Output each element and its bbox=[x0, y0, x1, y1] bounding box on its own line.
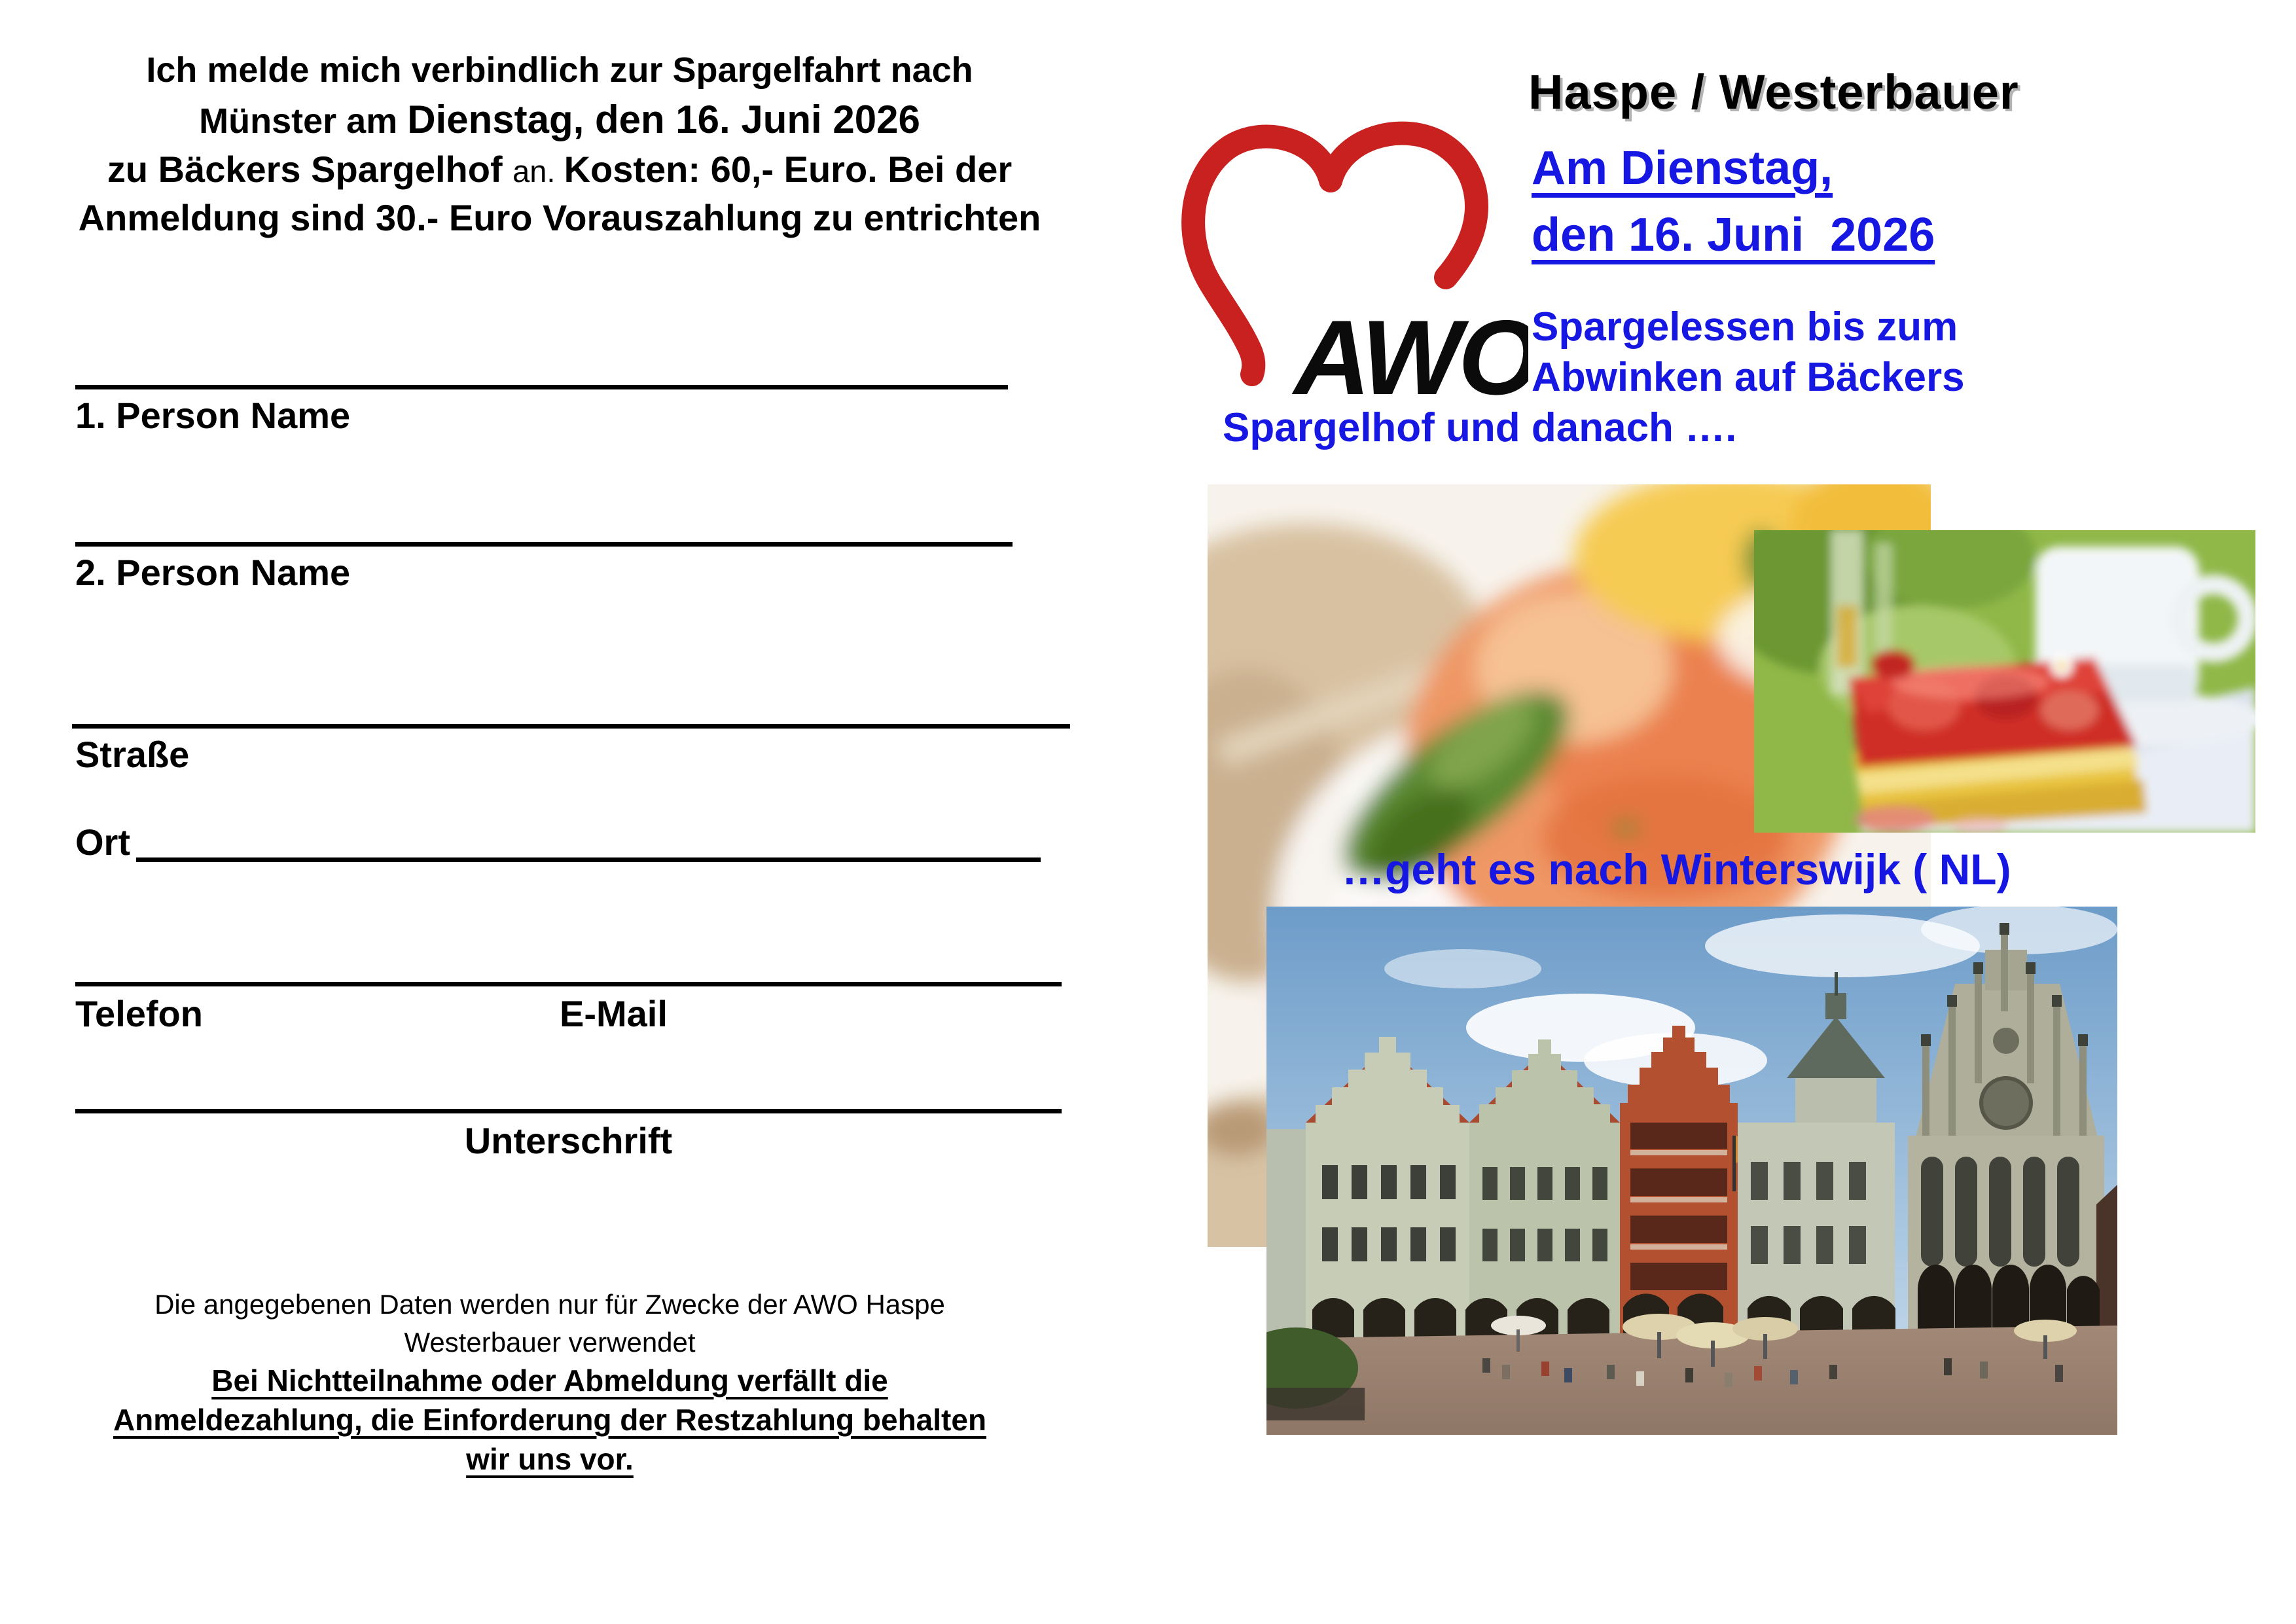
person2-write-line bbox=[75, 542, 1013, 547]
signature-label: Unterschrift bbox=[464, 1120, 673, 1161]
cancellation-note-line2: Anmeldezahlung, die Einforderung der Restzahlung behalten bbox=[113, 1402, 987, 1437]
registration-intro bbox=[36, 47, 1083, 242]
awo-wordmark: AWO bbox=[1294, 298, 1528, 412]
flyer-title: Haspe / Westerbauer bbox=[1528, 65, 2019, 119]
phone-label: Telefon bbox=[75, 993, 203, 1034]
privacy-note-line2: Westerbauer verwendet bbox=[404, 1326, 696, 1358]
city-write-line bbox=[136, 857, 1041, 862]
cancellation-note-line1: Bei Nichtteilnahme oder Abmeldung verfällt die bbox=[211, 1363, 888, 1398]
email-label: E-Mail bbox=[560, 993, 668, 1034]
flyer-date-line1: Am Dienstag, bbox=[1532, 142, 1833, 194]
awo-logo bbox=[1175, 118, 1528, 412]
event-text-line2: Abwinken auf Bäckers bbox=[1532, 355, 1965, 400]
person2-label: 2. Person Name bbox=[75, 552, 351, 593]
person1-label: 1. Person Name bbox=[75, 395, 351, 436]
cancellation-note-line3: wir uns vor. bbox=[466, 1441, 634, 1476]
intro-line-1: Ich melde mich verbindlich zur Spargelfahrt nach bbox=[146, 50, 973, 90]
muenster-prinzipalmarkt-photo bbox=[1266, 907, 2117, 1435]
flyer-date-line2: den 16. Juni 2026 bbox=[1532, 209, 1935, 261]
awo-heart-logo-graphic bbox=[1175, 118, 1528, 412]
privacy-note-line1: Die angegebenen Daten werden nur für Zwecke der AWO Haspe bbox=[154, 1289, 945, 1320]
person1-write-line bbox=[75, 385, 1008, 389]
street-label: Straße bbox=[75, 734, 190, 775]
street-write-line bbox=[72, 724, 1070, 729]
event-text-line3: Spargelhof und danach …. bbox=[1223, 405, 1737, 450]
intro-line-4: Anmeldung sind 30.- Euro Vorauszahlung zu entrichten bbox=[78, 197, 1041, 239]
signature-write-line bbox=[75, 1109, 1062, 1113]
event-text-line1: Spargelessen bis zum bbox=[1532, 304, 1958, 350]
intro-line-2: Münster am Dienstag, den 16. Juni 2026 bbox=[199, 98, 920, 142]
city-label: Ort bbox=[75, 821, 130, 863]
form-footer bbox=[39, 1286, 1060, 1479]
strawberry-cake-coffee-photo bbox=[1754, 530, 2255, 833]
destination-text: …geht es nach Winterswijk ( NL) bbox=[1342, 845, 2011, 893]
intro-line-3: zu Bäckers Spargelhof an. Kosten: 60,- Euro. Bei der bbox=[107, 149, 1013, 190]
phone-email-write-line bbox=[75, 982, 1062, 986]
